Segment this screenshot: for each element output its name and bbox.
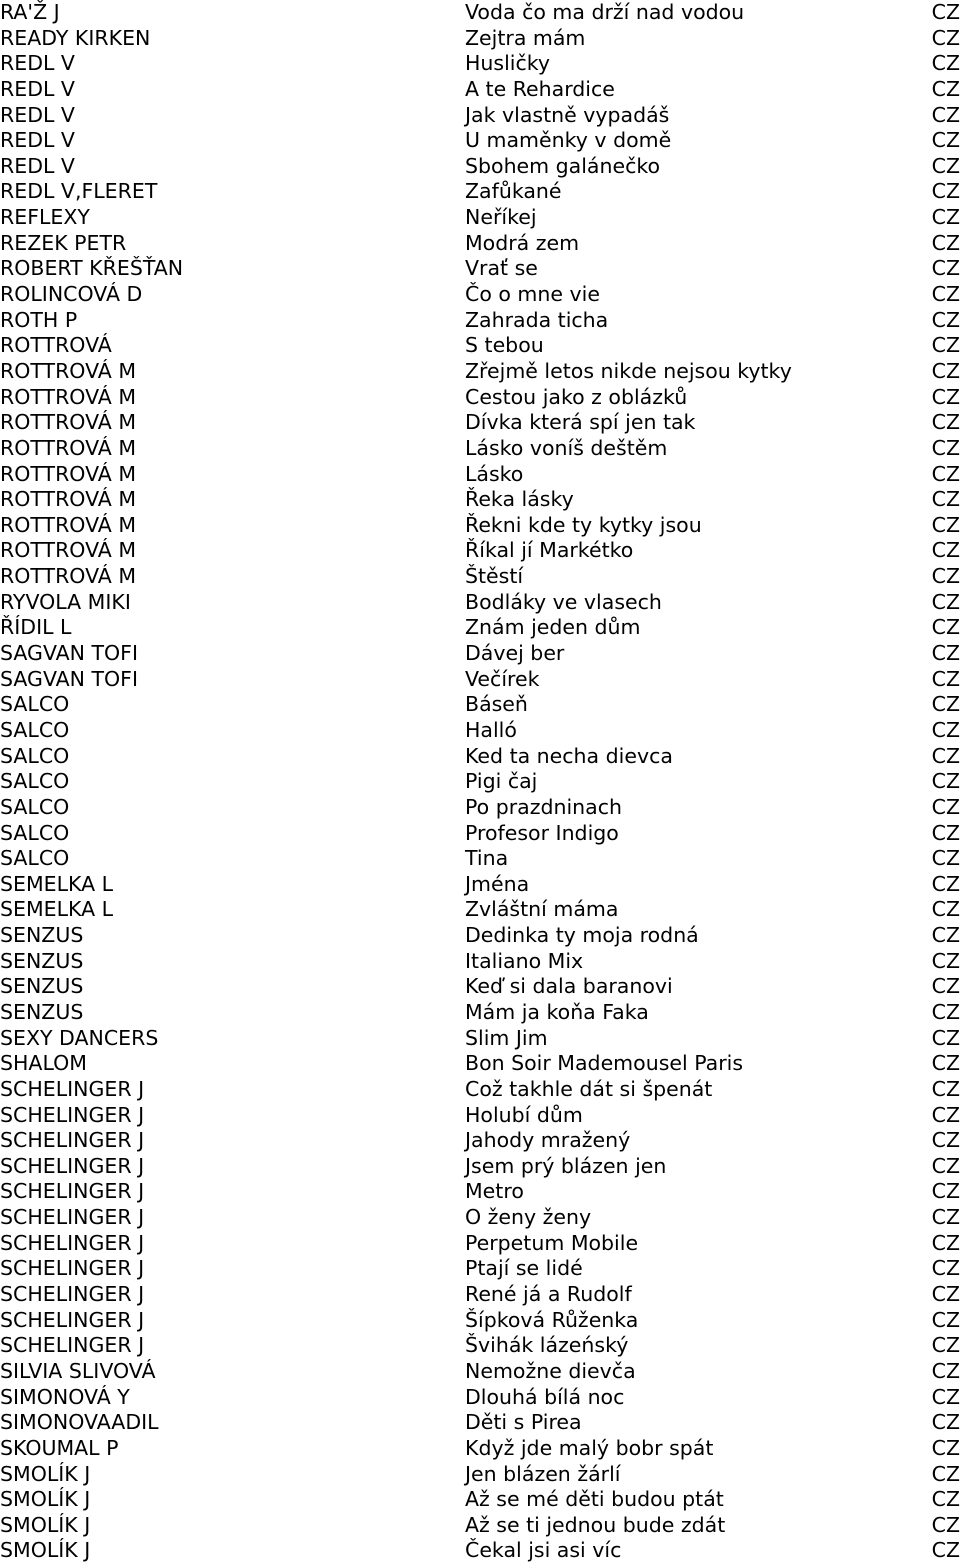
country-code: CZ <box>931 1205 960 1230</box>
song-title: Tina <box>465 846 509 871</box>
country-code: CZ <box>931 1025 960 1050</box>
list-item <box>0 1410 960 1436</box>
list-item <box>0 1436 960 1462</box>
country-code: CZ <box>931 25 960 50</box>
list-item <box>0 718 960 744</box>
list-item <box>0 462 960 488</box>
song-title: Mám ja koňa Faka <box>465 999 649 1024</box>
list-item <box>0 359 960 385</box>
song-title: Nemožne dievča <box>465 1358 636 1383</box>
country-code: CZ <box>931 230 960 255</box>
artist-name: SENZUS <box>0 948 84 973</box>
song-title: Čo o mne vie <box>465 282 600 307</box>
list-item <box>0 667 960 693</box>
song-title: Říkal jí Markétko <box>465 538 634 563</box>
list-item <box>0 1231 960 1257</box>
song-title: Dávej ber <box>465 641 565 666</box>
country-code: CZ <box>931 1102 960 1127</box>
list-item <box>0 897 960 923</box>
list-item <box>0 1256 960 1282</box>
country-code: CZ <box>931 692 960 717</box>
song-title: Pigi čaj <box>465 769 538 794</box>
song-title: Až se ti jednou bude zdát <box>465 1512 726 1537</box>
artist-name: SKOUMAL P <box>0 1435 119 1460</box>
country-code: CZ <box>931 1461 960 1486</box>
country-code: CZ <box>931 666 960 691</box>
artist-name: REDL V <box>0 128 75 153</box>
country-code: CZ <box>931 179 960 204</box>
song-title: Slim Jim <box>465 1025 548 1050</box>
artist-name: SALCO <box>0 717 70 742</box>
artist-name: SCHELINGER J <box>0 1128 145 1153</box>
song-title: Cestou jako z oblázků <box>465 384 688 409</box>
artist-name: SALCO <box>0 692 70 717</box>
list-item <box>0 949 960 975</box>
country-code: CZ <box>931 512 960 537</box>
song-title: U maměnky v domě <box>465 128 672 153</box>
song-title: Po prazdninach <box>465 794 622 819</box>
song-title: Řeka lásky <box>465 487 574 512</box>
artist-name: SCHELINGER J <box>0 1282 145 1307</box>
country-code: CZ <box>931 1333 960 1358</box>
song-title: Švihák lázeńský <box>465 1333 629 1358</box>
country-code: CZ <box>931 102 960 127</box>
song-title: Lásko voníš deštěm <box>465 435 668 460</box>
country-code: CZ <box>931 743 960 768</box>
country-code: CZ <box>931 1512 960 1537</box>
country-code: CZ <box>931 333 960 358</box>
song-title: Husličky <box>465 51 551 76</box>
song-title: Děti s Pirea <box>465 1410 582 1435</box>
country-code: CZ <box>931 1487 960 1512</box>
list-item <box>0 641 960 667</box>
song-title: Až se mé děti budou ptát <box>465 1487 724 1512</box>
country-code: CZ <box>931 1179 960 1204</box>
artist-name: ROTH P <box>0 307 78 332</box>
song-title: René já a Rudolf <box>465 1282 632 1307</box>
list-item <box>0 1462 960 1488</box>
country-code: CZ <box>931 1282 960 1307</box>
list-item <box>0 513 960 539</box>
artist-name: REFLEXY <box>0 205 90 230</box>
artist-name: SIMONOVÁ Y <box>0 1384 130 1409</box>
song-title: Zejtra mám <box>465 25 586 50</box>
list-item <box>0 1154 960 1180</box>
song-title: Dedinka ty moja rodná <box>465 923 699 948</box>
country-code: CZ <box>931 1358 960 1383</box>
song-title: Zafůkané <box>465 179 562 204</box>
artist-name: RA'Ž J <box>0 0 60 24</box>
list-item <box>0 1282 960 1308</box>
list-item <box>0 1103 960 1129</box>
list-item <box>0 26 960 52</box>
list-item <box>0 692 960 718</box>
country-code: CZ <box>931 1128 960 1153</box>
artist-name: SEMELKA L <box>0 897 114 922</box>
song-title: Bodláky ve vlasech <box>465 589 662 614</box>
artist-name: SALCO <box>0 846 70 871</box>
artist-name: SENZUS <box>0 923 84 948</box>
song-title: Metro <box>465 1179 524 1204</box>
artist-name: SCHELINGER J <box>0 1333 145 1358</box>
list-item <box>0 564 960 590</box>
country-code: CZ <box>931 307 960 332</box>
song-title: Čekal jsi asi víc <box>465 1538 622 1563</box>
artist-name: SIMONOVAADIL <box>0 1410 159 1435</box>
song-title: Jak vlastně vypadáš <box>465 102 670 127</box>
country-code: CZ <box>931 871 960 896</box>
artist-name: SMOLÍK J <box>0 1487 91 1512</box>
country-code: CZ <box>931 974 960 999</box>
song-title: O ženy ženy <box>465 1205 592 1230</box>
song-title: S tebou <box>465 333 544 358</box>
list-item <box>0 872 960 898</box>
list-item <box>0 385 960 411</box>
country-code: CZ <box>931 1230 960 1255</box>
artist-name: ROTTROVÁ M <box>0 487 137 512</box>
country-code: CZ <box>931 358 960 383</box>
artist-name: SAGVAN TOFI <box>0 666 139 691</box>
list-item <box>0 179 960 205</box>
artist-name: SCHELINGER J <box>0 1153 145 1178</box>
song-title: Sbohem galánečko <box>465 153 661 178</box>
song-title: Znám jeden dům <box>465 615 641 640</box>
artist-name: REDL V <box>0 153 75 178</box>
song-title: Halló <box>465 717 517 742</box>
song-title: Štěstí <box>465 564 524 589</box>
country-code: CZ <box>931 948 960 973</box>
artist-name: SMOLÍK J <box>0 1538 91 1563</box>
list-item <box>0 154 960 180</box>
country-code: CZ <box>931 769 960 794</box>
song-title: Italiano Mix <box>465 948 584 973</box>
song-title: Řekni kde ty kytky jsou <box>465 512 702 537</box>
song-title: Lásko <box>465 461 524 486</box>
artist-name: SCHELINGER J <box>0 1256 145 1281</box>
artist-name: SHALOM <box>0 1051 87 1076</box>
list-item <box>0 821 960 847</box>
country-code: CZ <box>931 897 960 922</box>
list-item <box>0 1333 960 1359</box>
song-title: Jména <box>465 871 530 896</box>
list-item <box>0 1385 960 1411</box>
song-title: Což takhle dát si špenát <box>465 1076 713 1101</box>
country-code: CZ <box>931 76 960 101</box>
country-code: CZ <box>931 999 960 1024</box>
country-code: CZ <box>931 794 960 819</box>
artist-name: ROTTROVÁ M <box>0 564 137 589</box>
country-code: CZ <box>931 564 960 589</box>
list-item <box>0 1179 960 1205</box>
artist-name: SALCO <box>0 743 70 768</box>
country-code: CZ <box>931 487 960 512</box>
artist-name: SENZUS <box>0 999 84 1024</box>
song-title: Holubí dům <box>465 1102 583 1127</box>
artist-name: SALCO <box>0 820 70 845</box>
country-code: CZ <box>931 1256 960 1281</box>
list-item <box>0 128 960 154</box>
artist-name: SCHELINGER J <box>0 1205 145 1230</box>
list-item <box>0 77 960 103</box>
artist-name: READY KIRKEN <box>0 25 151 50</box>
artist-name: SCHELINGER J <box>0 1102 145 1127</box>
artist-name: SCHELINGER J <box>0 1230 145 1255</box>
artist-name: ROTTROVÁ M <box>0 435 137 460</box>
artist-name: SEMELKA L <box>0 871 114 896</box>
list-item <box>0 333 960 359</box>
list-item <box>0 1205 960 1231</box>
country-code: CZ <box>931 1076 960 1101</box>
song-title: Bon Soir Mademousel Paris <box>465 1051 744 1076</box>
list-item <box>0 1513 960 1539</box>
country-code: CZ <box>931 923 960 948</box>
list-item <box>0 410 960 436</box>
artist-name: SENZUS <box>0 974 84 999</box>
song-title: Profesor Indigo <box>465 820 619 845</box>
list-item <box>0 51 960 77</box>
country-code: CZ <box>931 0 960 24</box>
song-title: Ptají se lidé <box>465 1256 583 1281</box>
artist-name: ROLINCOVÁ D <box>0 282 143 307</box>
artist-name: ROTTROVÁ <box>0 333 112 358</box>
country-code: CZ <box>931 256 960 281</box>
song-title: Dlouhá bílá noc <box>465 1384 625 1409</box>
country-code: CZ <box>931 51 960 76</box>
list-item <box>0 1051 960 1077</box>
artist-name: SMOLÍK J <box>0 1461 91 1486</box>
artist-name: SEXY DANCERS <box>0 1025 159 1050</box>
country-code: CZ <box>931 128 960 153</box>
song-title: Zvláštní máma <box>465 897 619 922</box>
list-item <box>0 846 960 872</box>
list-item <box>0 615 960 641</box>
song-title: Když jde malý bobr spát <box>465 1435 714 1460</box>
list-item <box>0 1359 960 1385</box>
country-code: CZ <box>931 384 960 409</box>
artist-name: REDL V <box>0 102 75 127</box>
country-code: CZ <box>931 615 960 640</box>
list-item <box>0 1538 960 1564</box>
list-item <box>0 923 960 949</box>
country-code: CZ <box>931 153 960 178</box>
song-title: Jen blázen žárlí <box>465 1461 621 1486</box>
artist-name: ROBERT KŘEŠŤAN <box>0 256 184 281</box>
artist-name: REDL V <box>0 76 75 101</box>
country-code: CZ <box>931 1538 960 1563</box>
country-code: CZ <box>931 205 960 230</box>
list-item <box>0 436 960 462</box>
list-item <box>0 538 960 564</box>
country-code: CZ <box>931 1435 960 1460</box>
country-code: CZ <box>931 641 960 666</box>
list-item <box>0 103 960 129</box>
list-item <box>0 205 960 231</box>
country-code: CZ <box>931 461 960 486</box>
song-title: Voda čo ma drží nad vodou <box>465 0 745 24</box>
list-item <box>0 1308 960 1334</box>
country-code: CZ <box>931 717 960 742</box>
list-item <box>0 1487 960 1513</box>
country-code: CZ <box>931 820 960 845</box>
song-title: Večírek <box>465 666 540 691</box>
country-code: CZ <box>931 1153 960 1178</box>
artist-name: SAGVAN TOFI <box>0 641 139 666</box>
song-title: Perpetum Mobile <box>465 1230 639 1255</box>
country-code: CZ <box>931 1384 960 1409</box>
artist-name: ROTTROVÁ M <box>0 358 137 383</box>
song-title: Vrať se <box>465 256 538 281</box>
list-item <box>0 1128 960 1154</box>
country-code: CZ <box>931 1051 960 1076</box>
artist-name: SALCO <box>0 794 70 819</box>
song-title: Báseň <box>465 692 528 717</box>
country-code: CZ <box>931 589 960 614</box>
song-title: Neříkej <box>465 205 537 230</box>
list-item <box>0 487 960 513</box>
country-code: CZ <box>931 435 960 460</box>
song-title: Zřejmě letos nikde nejsou kytky <box>465 358 792 383</box>
song-title: Keď si dala baranovi <box>465 974 673 999</box>
artist-name: REDL V,FLERET <box>0 179 158 204</box>
artist-name: SALCO <box>0 769 70 794</box>
artist-name: ROTTROVÁ M <box>0 512 137 537</box>
list-item <box>0 744 960 770</box>
country-code: CZ <box>931 846 960 871</box>
artist-name: REDL V <box>0 51 75 76</box>
list-item <box>0 1026 960 1052</box>
song-title: Dívka která spí jen tak <box>465 410 696 435</box>
artist-name: SCHELINGER J <box>0 1179 145 1204</box>
list-item <box>0 282 960 308</box>
artist-name: ŘÍDIL L <box>0 615 72 640</box>
song-title: Jahody mražený <box>465 1128 631 1153</box>
artist-name: ROTTROVÁ M <box>0 410 137 435</box>
artist-name: RYVOLA MIKI <box>0 589 131 614</box>
list-item <box>0 0 960 26</box>
song-title: A te Rehardice <box>465 76 615 101</box>
list-item <box>0 308 960 334</box>
country-code: CZ <box>931 1410 960 1435</box>
country-code: CZ <box>931 282 960 307</box>
artist-name: SCHELINGER J <box>0 1307 145 1332</box>
artist-name: SMOLÍK J <box>0 1512 91 1537</box>
song-title: Zahrada ticha <box>465 307 609 332</box>
list-item <box>0 590 960 616</box>
song-title: Jsem prý blázen jen <box>465 1153 667 1178</box>
song-title: Ked ta necha dievca <box>465 743 673 768</box>
country-code: CZ <box>931 410 960 435</box>
artist-name: ROTTROVÁ M <box>0 461 137 486</box>
list-item <box>0 1077 960 1103</box>
artist-name: ROTTROVÁ M <box>0 538 137 563</box>
song-title: Modrá zem <box>465 230 580 255</box>
artist-name: REZEK PETR <box>0 230 127 255</box>
list-item <box>0 1000 960 1026</box>
song-title: Šípková Růženka <box>465 1307 639 1332</box>
country-code: CZ <box>931 1307 960 1332</box>
list-item <box>0 256 960 282</box>
country-code: CZ <box>931 538 960 563</box>
artist-name: ROTTROVÁ M <box>0 384 137 409</box>
list-item <box>0 795 960 821</box>
list-item <box>0 231 960 257</box>
artist-name: SCHELINGER J <box>0 1076 145 1101</box>
artist-name: SILVIA SLIVOVÁ <box>0 1358 156 1383</box>
list-item <box>0 769 960 795</box>
list-item <box>0 974 960 1000</box>
